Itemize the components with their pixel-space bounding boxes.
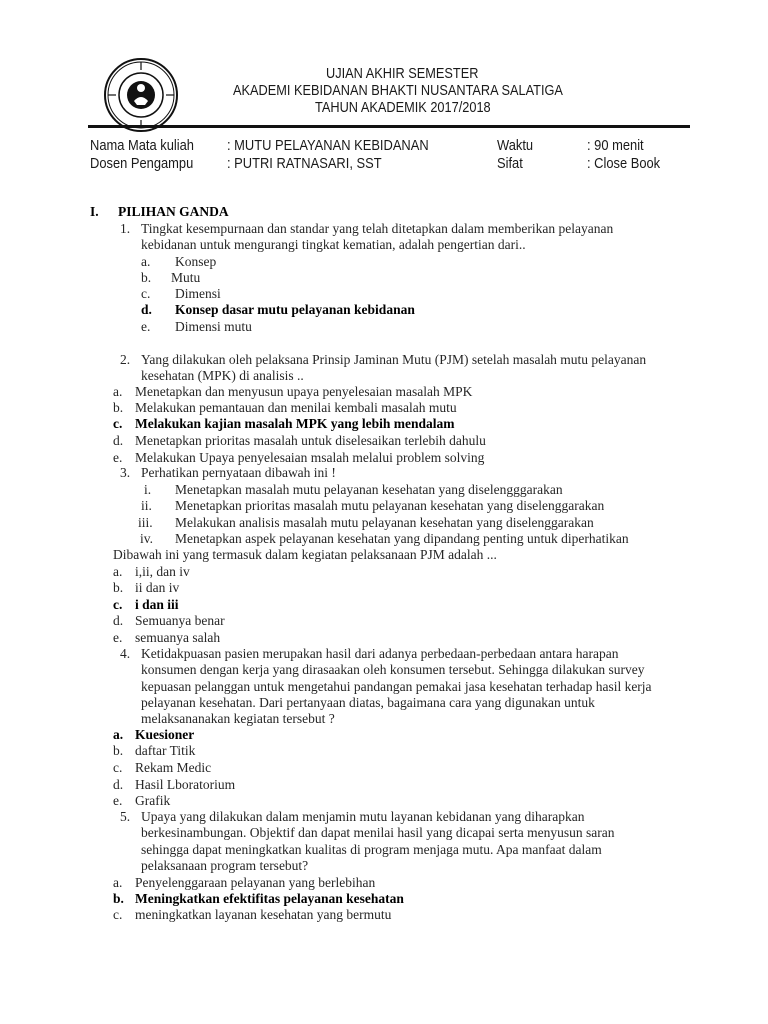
q2-option-text: Menetapkan dan menyusun upaya penyelesaian masalah MPK	[135, 384, 473, 399]
q4-option-letter: e.	[113, 793, 123, 808]
q5-text-line: berkesinambungan. Objektif dan dapat menilai hasil yang dicapai serta menyusun saran	[141, 825, 615, 840]
q2-option-letter: d.	[113, 433, 124, 448]
q4-option-text: Hasil Lboratorium	[135, 777, 236, 792]
q2-number: 2.	[120, 352, 131, 367]
nature-label: Sifat	[497, 155, 523, 172]
nature-value: : Close Book	[587, 155, 661, 172]
lecturer-value: : PUTRI RATNASARI, SST	[227, 155, 382, 172]
q3-statement-text: Menetapkan prioritas masalah mutu pelayanan kesehatan yang diselenggarakan	[175, 498, 605, 513]
q2-option-text: Melakukan pemantauan dan menilai kembali masalah mutu	[135, 400, 457, 415]
q2-option-letter: a.	[113, 384, 123, 399]
q4-text-line: pelayanan kesehatan. Dari pertanyaan diatas, bagaimana cara yang digunakan untuk	[141, 695, 595, 710]
time-label: Waktu	[497, 137, 534, 154]
q5-option-text: meningkatkan layanan kesehatan yang bermutu	[135, 907, 392, 922]
q3-text-line: Perhatikan pernyataan dibawah ini !	[141, 465, 336, 480]
q3-statement-numeral: iii.	[138, 515, 153, 530]
q4-number: 4.	[120, 646, 131, 661]
q5-option-text: Penyelenggaraan pelayanan yang berlebihan	[135, 875, 376, 890]
q3-option-letter: d.	[113, 613, 124, 628]
q1-option-letter: b.	[141, 270, 152, 285]
q5-option-text-answer: Meningkatkan efektifitas pelayanan kesehatan	[135, 891, 404, 906]
q1-option-text: Mutu	[171, 270, 201, 285]
q2-option-text: Melakukan Upaya penyelesaian msalah melalui problem solving	[135, 450, 485, 465]
q3-option-letter-answer: c.	[113, 597, 123, 612]
q5-text-line: Upaya yang dilakukan dalam menjamin mutu layanan kebidanan yang diharapkan	[141, 809, 585, 824]
q1-option-text-answer: Konsep dasar mutu pelayanan kebidanan	[175, 302, 415, 317]
q1-text-line: Tingkat kesempurnaan dan standar yang telah ditetapkan dalam memberikan pelayanan	[141, 221, 614, 236]
q1-text-line: kebidanan untuk mengurangi tingkat kematian, adalah pengertian dari..	[141, 237, 526, 252]
time-value: : 90 menit	[587, 137, 644, 154]
header-divider	[88, 125, 690, 128]
q4-option-text: Rekam Medic	[135, 760, 212, 775]
exam-title: UJIAN AKHIR SEMESTER	[326, 66, 479, 82]
q4-option-letter-answer: a.	[113, 727, 124, 742]
q5-option-letter: c.	[113, 907, 123, 922]
q1-option-letter: c.	[141, 286, 151, 301]
q2-option-letter: e.	[113, 450, 123, 465]
section-title: PILIHAN GANDA	[118, 204, 229, 219]
institution-name: AKADEMI KEBIDANAN BHAKTI NUSANTARA SALATIGA	[233, 83, 563, 99]
q1-option-letter: e.	[141, 319, 151, 334]
q4-text-line: konsumen dengan kerja yang dirasaakan oleh konsumen tersebut. Sehingga dilakukan survey	[141, 662, 645, 677]
q3-statement-text: Melakukan analisis masalah mutu pelayanan kesehatan yang diselenggarakan	[175, 515, 594, 530]
q1-option-text: Dimensi mutu	[175, 319, 252, 334]
q5-text-line: sehingga dapat meningkatkan kualitas di program menjaga mutu. Apa manfaat dalam	[141, 842, 602, 857]
q3-number: 3.	[120, 465, 131, 480]
academic-year: TAHUN AKADEMIK 2017/2018	[315, 100, 491, 116]
q3-option-text: ii dan iv	[135, 580, 180, 595]
q3-statement-text: Menetapkan aspek pelayanan kesehatan yang dipandang penting untuk diperhatikan	[175, 531, 629, 546]
q3-statement-numeral: i.	[144, 482, 152, 497]
q2-option-text-answer: Melakukan kajian masalah MPK yang lebih mendalam	[135, 416, 455, 431]
q3-option-letter: b.	[113, 580, 124, 595]
q1-option-text: Dimensi	[175, 286, 221, 301]
q5-option-letter-answer: b.	[113, 891, 124, 906]
q5-option-letter: a.	[113, 875, 123, 890]
lecturer-label: Dosen Pengampu	[90, 155, 194, 172]
q1-option-letter: a.	[141, 254, 151, 269]
q4-option-text-answer: Kuesioner	[135, 727, 195, 742]
q4-option-text: daftar Titik	[135, 743, 196, 758]
q4-text-line: melaksananakan kegiatan tersebut ?	[141, 711, 335, 726]
q1-option-text: Konsep	[175, 254, 217, 269]
course-label: Nama Mata kuliah	[90, 137, 194, 154]
q2-text-line: kesehatan (MPK) di analisis ..	[141, 368, 304, 383]
q3-statement-numeral: iv.	[140, 531, 153, 546]
q3-option-text: Semuanya benar	[135, 613, 225, 628]
q2-option-text: Menetapkan prioritas masalah untuk diselesaikan terlebih dahulu	[135, 433, 486, 448]
q5-text-line: pelaksanaan program tersebut?	[141, 858, 309, 873]
q2-option-letter-answer: c.	[113, 416, 123, 431]
q3-option-letter: e.	[113, 630, 123, 645]
q3-question: Dibawah ini yang termasuk dalam kegiatan pelaksanaan PJM adalah ...	[113, 547, 497, 562]
q4-option-letter: d.	[113, 777, 124, 792]
q2-text-line: Yang dilakukan oleh pelaksana Prinsip Jaminan Mutu (PJM) setelah masalah mutu pelayanan	[141, 352, 647, 367]
q1-number: 1.	[120, 221, 131, 236]
q4-option-letter: c.	[113, 760, 123, 775]
q3-option-text: i,ii, dan iv	[135, 564, 190, 579]
q5-number: 5.	[120, 809, 131, 824]
q3-statement-numeral: ii.	[141, 498, 152, 513]
institution-logo	[103, 57, 179, 133]
q3-option-letter: a.	[113, 564, 123, 579]
q2-option-letter: b.	[113, 400, 124, 415]
q4-option-letter: b.	[113, 743, 124, 758]
section-number: I.	[90, 204, 99, 219]
q3-option-text: semuanya salah	[135, 630, 221, 645]
q3-option-text-answer: i dan iii	[135, 597, 179, 612]
q4-option-text: Grafik	[135, 793, 171, 808]
q1-option-letter-answer: d.	[141, 302, 152, 317]
q4-text-line: kepuasan pelanggan untuk mengetahui pandangan pemakai jasa kesehatan terhadap hasil kerja	[141, 679, 652, 694]
q3-statement-text: Menetapkan masalah mutu pelayanan kesehatan yang diselengggarakan	[175, 482, 563, 497]
course-value: : MUTU PELAYANAN KEBIDANAN	[227, 137, 429, 154]
q4-text-line: Ketidakpuasan pasien merupakan hasil dari adanya perbedaan-perbedaan antara harapan	[141, 646, 619, 661]
